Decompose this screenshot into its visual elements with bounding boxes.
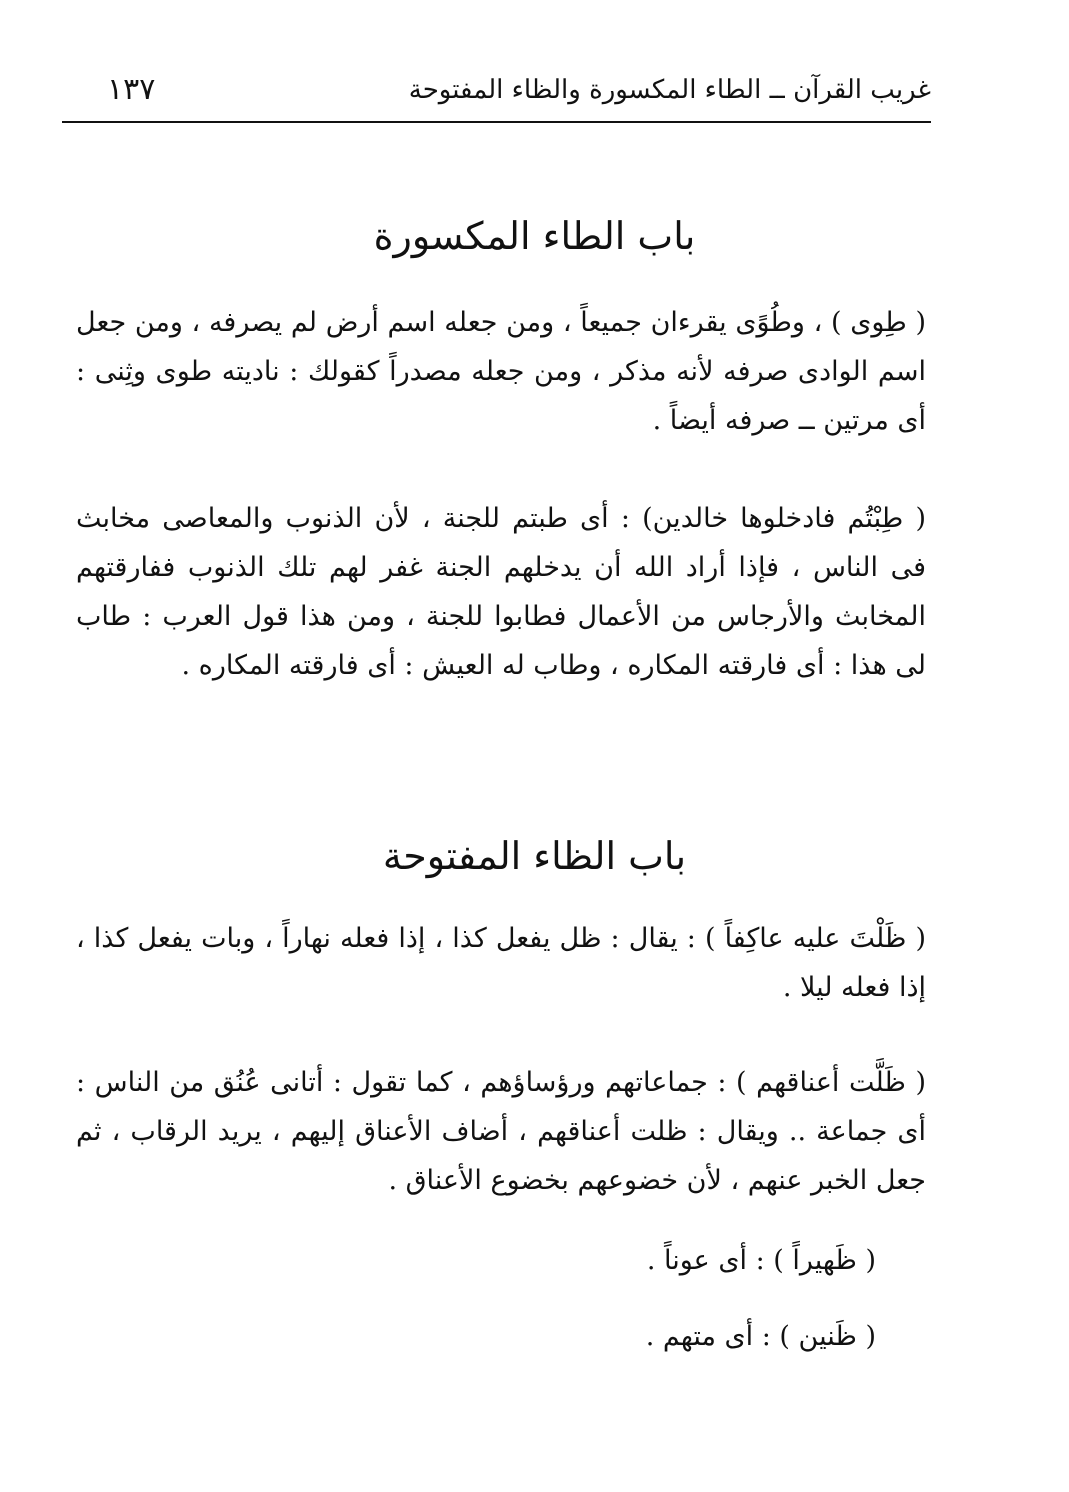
running-header-title: غريب القرآن ــ الطاء المكسورة والظاء المفتوحة: [408, 75, 931, 105]
paragraph-tuwa: ( طِوى ) ، وطُوًى يقرءان جميعاً ، ومن جعله اسم أرض لم يصرفه ، ومن جعل اسم الوادى صرفه لأنه مذكر ، ومن جعله مصدراً كقولك : ناديته طوى وثِنى : أى مرتين ــ صرفه أيضاً .: [76, 307, 926, 436]
section-title-fatha-dha: باب الظاء المفتوحة: [382, 834, 687, 878]
paragraph-tibtum: ( طِبْتُم فادخلوها خالدين) : أى طبتم للجنة ، لأن الذنوب والمعاصى مخابث فى الناس ، فإذا أراد الله أن يدخلهم الجنة غفر لهم تلك الذنوب ففارقتهم المخابث والأرجاس من الأعمال فطابوا للجنة ، ومن هذا قول العرب : طاب لى هذا : أى فارقته المكاره ، وطاب له العيش : أى فارقته المكاره .: [76, 503, 926, 681]
header-divider: [62, 121, 931, 123]
paragraph-zahiran: ( ظَهيراً ) : أى عوناً .: [646, 1245, 876, 1276]
paragraph-zallat: ( ظَلَّت أعناقهم ) : جماعاتهم ورؤساؤهم ، كما تقول : أتانى عُنُق من الناس : أى جماعة .. ويقال : ظلت أعناقهم ، أضاف الأعناق إليهم ، يريد الرقاب ، ثم جعل الخبر عنهم ، لأن خضوعهم بخضوع الأعناق .: [76, 1067, 926, 1196]
running-header: [62, 64, 931, 116]
paragraph-zanin: ( ظَنين ) : أى متهم .: [645, 1321, 876, 1352]
paragraph-zalta: ( ظَلْتَ عليه عاكِفاً ) : يقال : ظل يفعل كذا ، إذا فعله نهاراً ، وبات يفعل كذا ، إذا فعله ليلا .: [76, 923, 926, 1003]
page-number: ١٣٧: [107, 72, 156, 107]
section-title-kasra-ta: باب الطاء المكسورة: [373, 214, 696, 258]
